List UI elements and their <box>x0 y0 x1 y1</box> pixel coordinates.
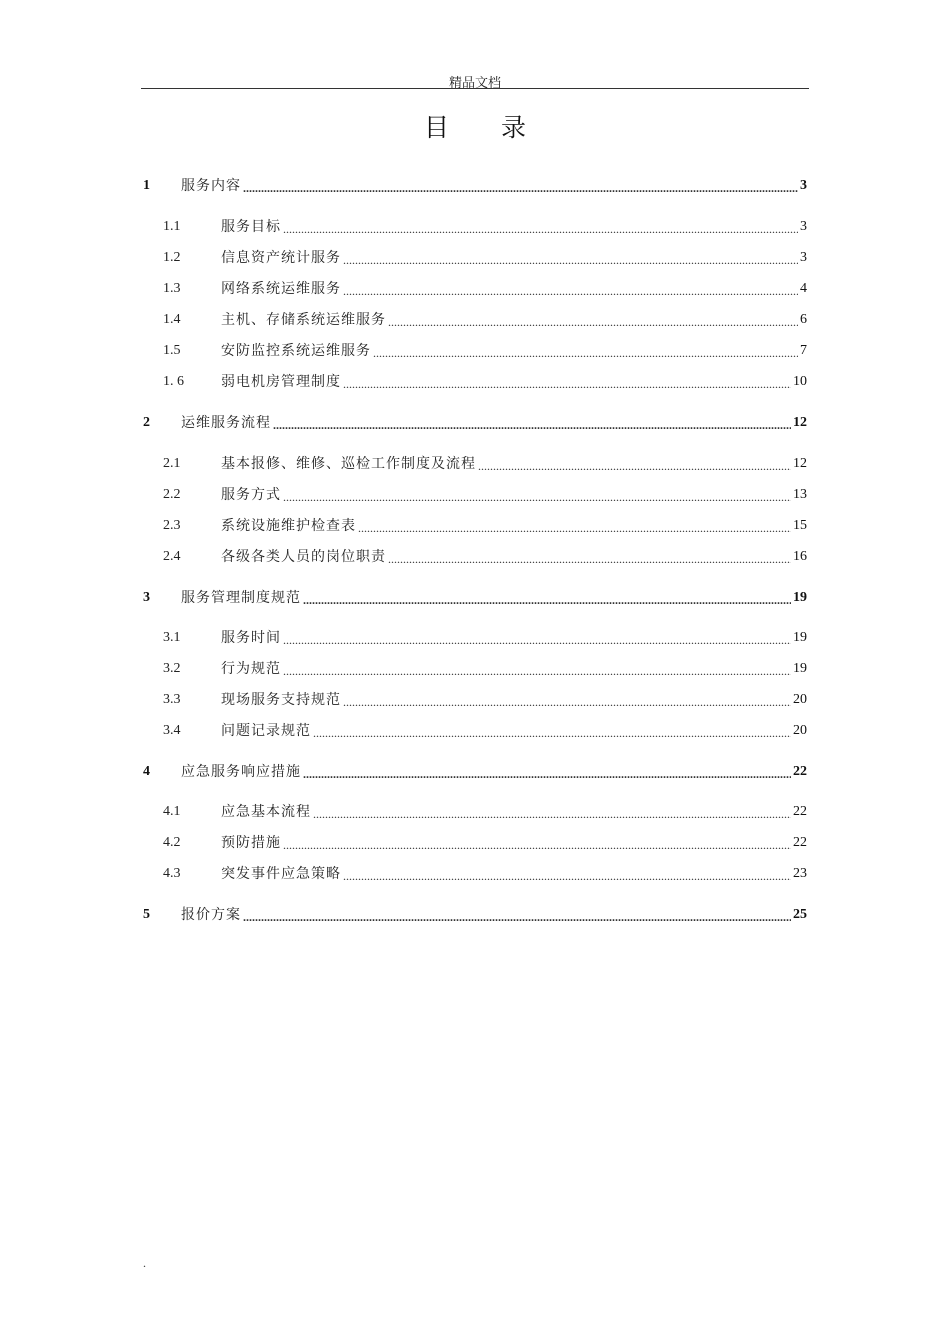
toc-entry-number: 4.1 <box>163 804 181 819</box>
toc-entry-number: 3.2 <box>163 661 181 676</box>
toc-section-entry[interactable] <box>143 372 807 392</box>
toc-entry-page: 23 <box>793 866 807 881</box>
toc-entry-label: 各级各类人员的岗位职责 <box>221 549 386 565</box>
toc-section-entry[interactable] <box>143 547 807 567</box>
toc-section-entry[interactable] <box>143 454 807 474</box>
toc-section-entry[interactable] <box>143 628 807 648</box>
toc-entry-number: 2.4 <box>163 549 181 564</box>
toc-section-entry[interactable] <box>143 310 807 330</box>
toc-entry-label: 问题记录规范 <box>221 723 311 739</box>
toc-entry-page: 15 <box>793 518 807 533</box>
toc-title: 目 录 <box>424 113 548 142</box>
toc-entry-number: 2.1 <box>163 456 181 471</box>
toc-entry-page: 3 <box>800 250 807 265</box>
toc-dot-leader <box>358 520 791 536</box>
toc-entry-number: 3.4 <box>163 723 181 738</box>
toc-entry-page: 3 <box>800 219 807 234</box>
toc-entry-page: 20 <box>793 692 807 707</box>
toc-entry-label: 网络系统运维服务 <box>221 281 341 297</box>
toc-entry-page: 12 <box>793 415 807 430</box>
toc-section-entry[interactable] <box>143 341 807 361</box>
toc-entry-number: 1.5 <box>163 343 181 358</box>
toc-entry-label: 应急服务响应措施 <box>181 764 301 780</box>
toc-section-entry[interactable] <box>143 833 807 853</box>
toc-dot-leader <box>283 221 798 237</box>
toc-dot-leader <box>388 314 798 330</box>
toc-entry-page: 19 <box>793 590 807 605</box>
toc-section-entry[interactable] <box>143 690 807 710</box>
toc-chapter-entry[interactable] <box>143 588 807 608</box>
toc-chapter-entry[interactable] <box>143 905 807 925</box>
toc-dot-leader <box>243 909 791 925</box>
toc-dot-leader <box>313 806 791 822</box>
toc-entry-page: 22 <box>793 764 807 779</box>
toc-dot-leader <box>303 766 791 782</box>
toc-dot-leader <box>313 725 791 741</box>
toc-entry-number: 4.3 <box>163 866 181 881</box>
toc-dot-leader <box>283 489 791 505</box>
toc-dot-leader <box>343 868 791 884</box>
toc-section-entry[interactable] <box>143 802 807 822</box>
toc-dot-leader <box>273 417 791 433</box>
toc-entry-label: 服务管理制度规范 <box>181 590 301 606</box>
toc-entry-label: 服务内容 <box>181 178 241 194</box>
toc-dot-leader <box>303 592 791 608</box>
toc-entry-label: 基本报修、维修、巡检工作制度及流程 <box>221 456 476 472</box>
toc-dot-leader <box>478 458 791 474</box>
toc-entry-number: 5 <box>143 907 150 922</box>
toc-entry-number: 3 <box>143 590 150 605</box>
toc-entry-number: 3.3 <box>163 692 181 707</box>
toc-entry-label: 突发事件应急策略 <box>221 866 341 882</box>
toc-entry-label: 行为规范 <box>221 661 281 677</box>
toc-entry-number: 1.4 <box>163 312 181 327</box>
toc-entry-label: 报价方案 <box>181 907 241 923</box>
toc-section-entry[interactable] <box>143 248 807 268</box>
toc-chapter-entry[interactable] <box>143 762 807 782</box>
toc-entry-page: 22 <box>793 804 807 819</box>
toc-entry-page: 6 <box>800 312 807 327</box>
toc-dot-leader <box>373 345 798 361</box>
toc-entry-number: 2.2 <box>163 487 181 502</box>
toc-entry-label: 现场服务支持规范 <box>221 692 341 708</box>
toc-entry-number: 4.2 <box>163 835 181 850</box>
toc-entry-number: 4 <box>143 764 150 779</box>
toc-entry-number: 1. 6 <box>163 374 184 389</box>
toc-dot-leader <box>343 694 791 710</box>
toc-entry-label: 服务时间 <box>221 630 281 646</box>
toc-entry-page: 4 <box>800 281 807 296</box>
toc-entry-page: 22 <box>793 835 807 850</box>
toc-dot-leader <box>283 663 791 679</box>
page-header: 精品文档 <box>448 76 501 91</box>
toc-entry-page: 7 <box>800 343 807 358</box>
toc-section-entry[interactable] <box>143 485 807 505</box>
toc-dot-leader <box>243 180 798 196</box>
toc-entry-label: 服务目标 <box>221 219 281 235</box>
toc-chapter-entry[interactable] <box>143 176 807 196</box>
toc-entry-label: 安防监控系统运维服务 <box>221 343 371 359</box>
toc-entry-number: 1 <box>143 178 150 193</box>
toc-entry-number: 1.1 <box>163 219 181 234</box>
toc-entry-label: 预防措施 <box>221 835 281 851</box>
toc-entry-page: 12 <box>793 456 807 471</box>
toc-entry-page: 16 <box>793 549 807 564</box>
toc-entry-page: 10 <box>793 374 807 389</box>
toc-entry-label: 应急基本流程 <box>221 804 311 820</box>
toc-entry-page: 19 <box>793 630 807 645</box>
toc-entry-label: 弱电机房管理制度 <box>221 374 341 390</box>
toc-dot-leader <box>343 252 798 268</box>
toc-entry-page: 20 <box>793 723 807 738</box>
toc-section-entry[interactable] <box>143 217 807 237</box>
toc-entry-label: 信息资产统计服务 <box>221 250 341 266</box>
toc-entry-page: 25 <box>793 907 807 922</box>
toc-dot-leader <box>343 283 798 299</box>
toc-entry-page: 3 <box>800 178 807 193</box>
toc-section-entry[interactable] <box>143 659 807 679</box>
toc-dot-leader <box>283 837 791 853</box>
toc-entry-number: 2.3 <box>163 518 181 533</box>
toc-entry-label: 服务方式 <box>221 487 281 503</box>
toc-entry-number: 1.2 <box>163 250 181 265</box>
footer-mark: . <box>143 1256 146 1270</box>
toc-section-entry[interactable] <box>143 279 807 299</box>
toc-entry-number: 3.1 <box>163 630 181 645</box>
toc-entry-page: 13 <box>793 487 807 502</box>
toc-entry-label: 系统设施维护检查表 <box>221 518 356 534</box>
toc-section-entry[interactable] <box>143 864 807 884</box>
toc-chapter-entry[interactable] <box>143 413 807 433</box>
toc-entry-number: 1.3 <box>163 281 181 296</box>
toc-entry-page: 19 <box>793 661 807 676</box>
toc-entry-label: 主机、存储系统运维服务 <box>221 312 386 328</box>
toc-dot-leader <box>388 551 791 567</box>
toc-section-entry[interactable] <box>143 721 807 741</box>
toc-entry-label: 运维服务流程 <box>181 415 271 431</box>
toc-dot-leader <box>283 632 791 648</box>
toc-entry-number: 2 <box>143 415 150 430</box>
toc-dot-leader <box>343 376 791 392</box>
toc-section-entry[interactable] <box>143 516 807 536</box>
